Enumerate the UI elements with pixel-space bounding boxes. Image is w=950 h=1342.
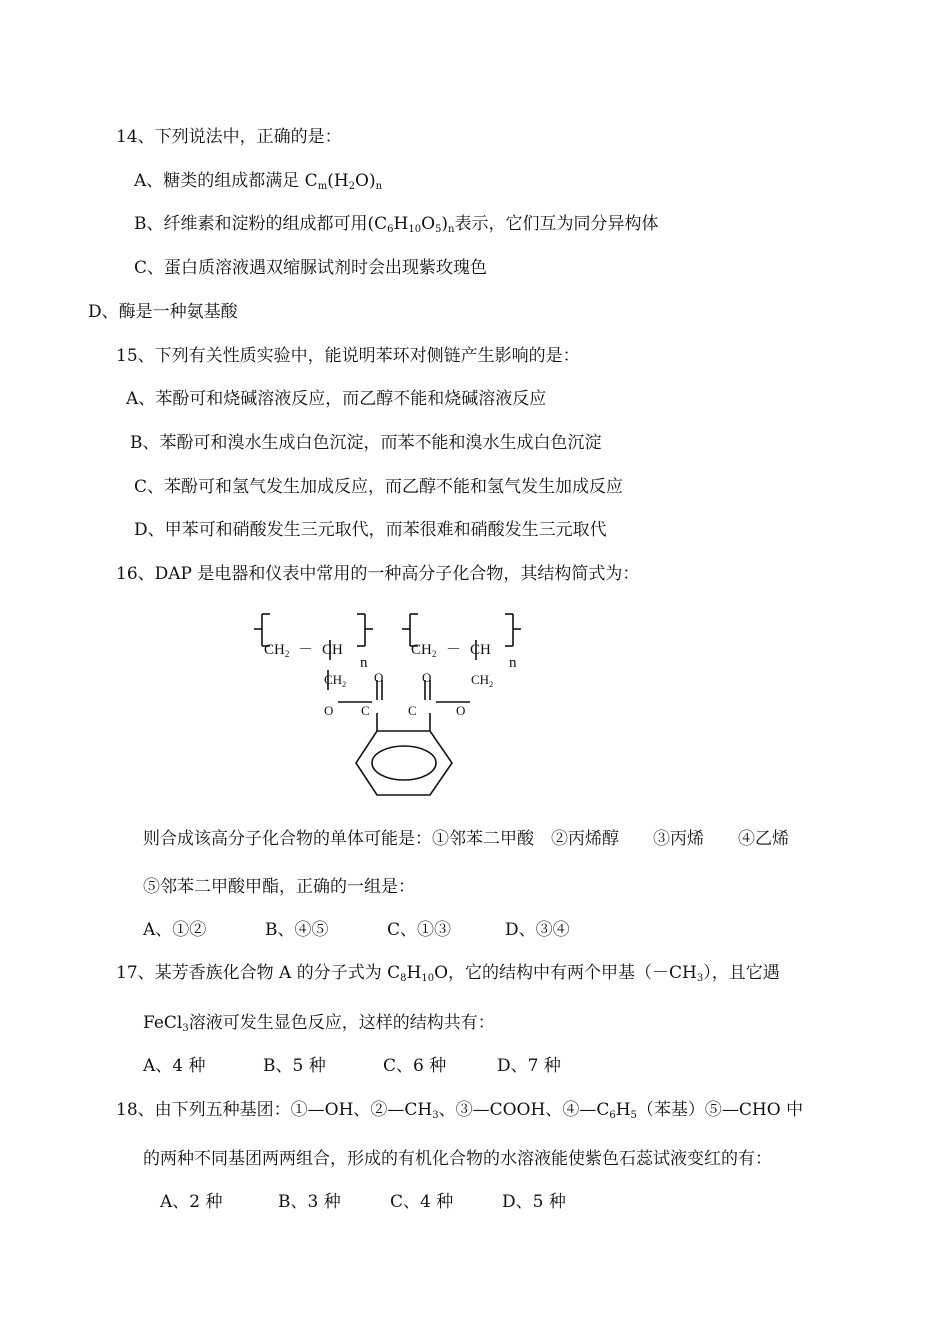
q14-option-b: B、纤维素和淀粉的组成都可用$(C_6H_{10}O_5)_n$表示，它们互为同分异构体 — [134, 214, 659, 235]
q15-option-d: D、甲苯可和硝酸发生三元取代，而苯很难和硝酸发生三元取代 — [134, 520, 607, 540]
dap-c-right: C — [408, 703, 417, 718]
dap-ch2-left: $CH_2$ — [264, 642, 290, 659]
q16-stem: 16、DAP 是电器和仪表中常用的一种高分子化合物，其结构简式为： — [116, 564, 640, 584]
q18-stem: 18、由下列五种基团：①—OH、$②—CH_3$、③—COOH、$④—C_6H_5$（苯基）⑤—CHO 中 — [116, 1100, 804, 1121]
q14-option-a: A、糖类的组成都满足 $C_m(H_2O)_n$ — [134, 171, 383, 192]
dap-ch-left: CH — [322, 642, 343, 658]
dap-o-carbonyl-right: O — [422, 670, 432, 685]
dap-o-ester-right: O — [456, 703, 466, 718]
q15-option-a: A、苯酚可和烧碱溶液反应，而乙醇不能和烧碱溶液反应 — [126, 389, 547, 409]
q16-option-a: A、①② — [143, 920, 207, 940]
q17-option-c: C、6 种 — [383, 1056, 447, 1076]
q18-options — [160, 1191, 566, 1213]
q17-options — [143, 1055, 561, 1077]
q18-option-c: C、4 种 — [390, 1192, 454, 1212]
dap-dash-right: － — [446, 642, 462, 658]
dap-structure-diagram — [240, 600, 540, 800]
dap-c-left: C — [361, 703, 370, 718]
q14-stem: 14、下列说法中，正确的是： — [116, 127, 342, 147]
q18-option-d: D、5 种 — [502, 1192, 566, 1212]
q17-stem-line-2: FeCl$_3$溶液可发生显色反应，这样的结构共有： — [143, 1013, 495, 1034]
q15-stem: 15、下列有关性质实验中，能说明苯环对侧链产生影响的是： — [116, 346, 580, 366]
dap-o-carbonyl-left: O — [374, 670, 384, 685]
q14-option-c: C、蛋白质溶液遇双缩脲试剂时会出现紫玫瑰色 — [134, 258, 488, 278]
dap-n-left: n — [360, 655, 368, 671]
q16-options — [143, 919, 570, 941]
q14-option-d: D、酶是一种氨基酸 — [88, 302, 238, 322]
q18-stem-line-2: 的两种不同基团两两组合，形成的有机化合物的水溶液能使紫色石蕊试液变红的有： — [143, 1149, 772, 1169]
q15-option-c: C、苯酚可和氢气发生加成反应，而乙醇不能和氢气发生加成反应 — [134, 477, 624, 497]
q16-option-b: B、④⑤ — [265, 920, 329, 940]
q17-option-b: B、5 种 — [263, 1056, 326, 1076]
dap-ch2-right: $CH_2$ — [411, 642, 437, 659]
q17-stem: 17、某芳香族化合物 A 的分子式为 $C_8H_{10}O$，它的结构中有两个甲基$(-CH_3)$，且它遇 — [116, 963, 780, 984]
q16-monomer-line-2: ⑤邻苯二甲酸甲酯，正确的一组是： — [143, 877, 415, 897]
q17-option-a: A、4 种 — [143, 1056, 206, 1076]
q16-monomer-line-1: 则合成该高分子化合物的单体可能是：①邻苯二甲酸 ②丙烯醇 ③丙烯 ④乙烯 — [143, 829, 789, 849]
q18-option-a: A、2 种 — [160, 1192, 223, 1212]
dap-ch-right: CH — [470, 642, 491, 658]
q15-option-b: B、苯酚可和溴水生成白色沉淀，而苯不能和溴水生成白色沉淀 — [130, 433, 602, 453]
dap-o-ester-left: O — [324, 703, 334, 718]
dap-ch2-side-left: $CH_2$ — [324, 672, 347, 689]
dap-dash-left: － — [298, 642, 314, 658]
q17-option-d: D、7 种 — [497, 1056, 561, 1076]
q16-option-d: D、③④ — [505, 920, 570, 940]
q18-option-b: B、3 种 — [278, 1192, 341, 1212]
dap-ch2-side-right: $CH_2$ — [471, 672, 494, 689]
dap-n-right: n — [509, 655, 517, 671]
q16-option-c: C、①③ — [387, 920, 452, 940]
